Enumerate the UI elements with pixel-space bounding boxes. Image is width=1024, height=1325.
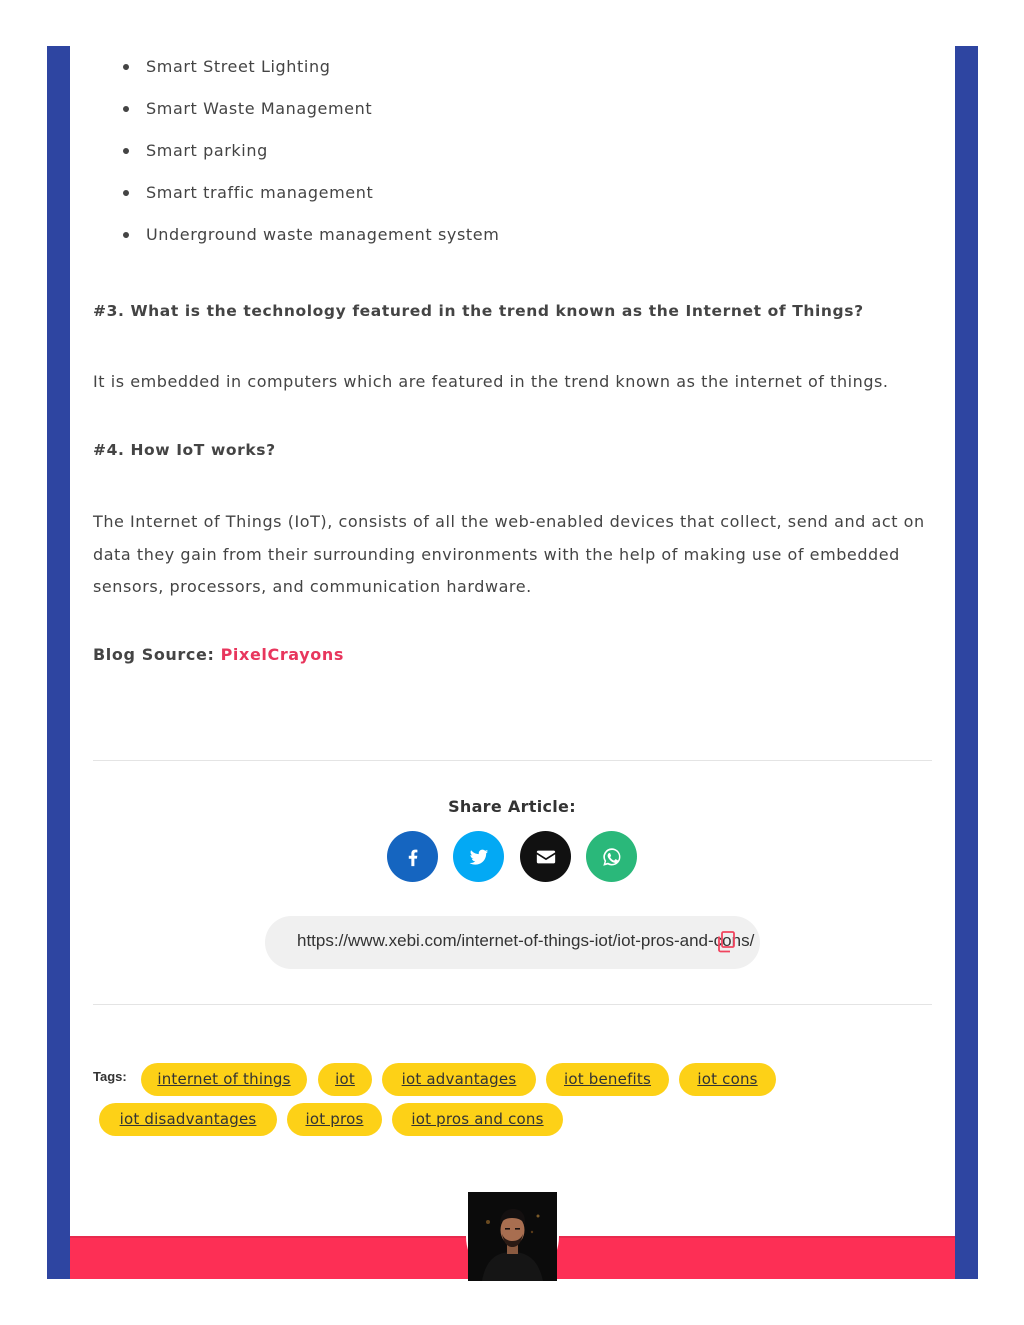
tag-chip[interactable]: iot disadvantages <box>99 1103 277 1136</box>
share-twitter-button[interactable] <box>453 831 504 882</box>
tag-chip[interactable]: iot <box>318 1063 372 1096</box>
share-whatsapp-button[interactable] <box>586 831 637 882</box>
list-item <box>120 182 499 224</box>
divider <box>93 1004 932 1005</box>
list-item-text: Smart parking <box>146 141 268 160</box>
author-photo <box>468 1192 557 1281</box>
whatsapp-icon <box>601 846 623 868</box>
list-item <box>120 224 499 266</box>
smart-city-list <box>120 56 499 266</box>
bullet-icon <box>123 232 129 238</box>
tag-chip[interactable]: iot advantages <box>382 1063 536 1096</box>
facebook-icon <box>402 846 424 868</box>
divider <box>93 760 932 761</box>
blog-source-separator: : <box>207 645 215 664</box>
tags-label: Tags: <box>93 1069 127 1084</box>
share-title: Share Article: <box>448 797 576 816</box>
tag-chip[interactable]: iot pros and cons <box>392 1103 563 1136</box>
list-item <box>120 98 499 140</box>
list-item-text: Smart Street Lighting <box>146 57 331 76</box>
faq-4-heading: #4. How IoT works? <box>93 441 276 459</box>
faq-3-answer: It is embedded in computers which are featured in the trend known as the internet of things. <box>93 372 889 391</box>
tag-chip[interactable]: iot benefits <box>546 1063 669 1096</box>
author-avatar[interactable] <box>466 1190 559 1283</box>
copy-icon[interactable] <box>715 930 737 954</box>
blog-source-label: Blog Source <box>93 645 208 664</box>
twitter-icon <box>468 846 490 868</box>
list-item <box>120 56 499 98</box>
share-email-button[interactable] <box>520 831 571 882</box>
share-facebook-button[interactable] <box>387 831 438 882</box>
bullet-icon <box>123 106 129 112</box>
tag-chip[interactable]: iot cons <box>679 1063 776 1096</box>
bullet-icon <box>123 190 129 196</box>
left-frame-border <box>47 46 70 1279</box>
bullet-icon <box>123 148 129 154</box>
list-item-text: Smart traffic management <box>146 183 374 202</box>
tag-chip[interactable]: iot pros <box>287 1103 382 1136</box>
right-frame-border <box>955 46 978 1279</box>
share-url-text[interactable]: https://www.xebi.com/internet-of-things-iot/iot-pros-and-cons/ <box>297 931 755 950</box>
list-item-text: Smart Waste Management <box>146 99 373 118</box>
blog-source-link[interactable]: PixelCrayons <box>220 645 344 664</box>
list-item-text: Underground waste management system <box>146 225 500 244</box>
bullet-icon <box>123 64 129 70</box>
share-url-field[interactable] <box>265 916 760 969</box>
faq-4-answer: The Internet of Things (IoT), consists of all the web-enabled devices that collect, send and act on data they gain from their surrounding environments with the help of making use of embedded sensors, processors, and communication hardware. <box>93 512 925 596</box>
faq-3-heading: #3. What is the technology featured in the trend known as the Internet of Things? <box>93 302 864 320</box>
list-item <box>120 140 499 182</box>
blog-source <box>93 645 344 664</box>
envelope-icon <box>535 846 557 868</box>
tag-chip[interactable]: internet of things <box>141 1063 307 1096</box>
